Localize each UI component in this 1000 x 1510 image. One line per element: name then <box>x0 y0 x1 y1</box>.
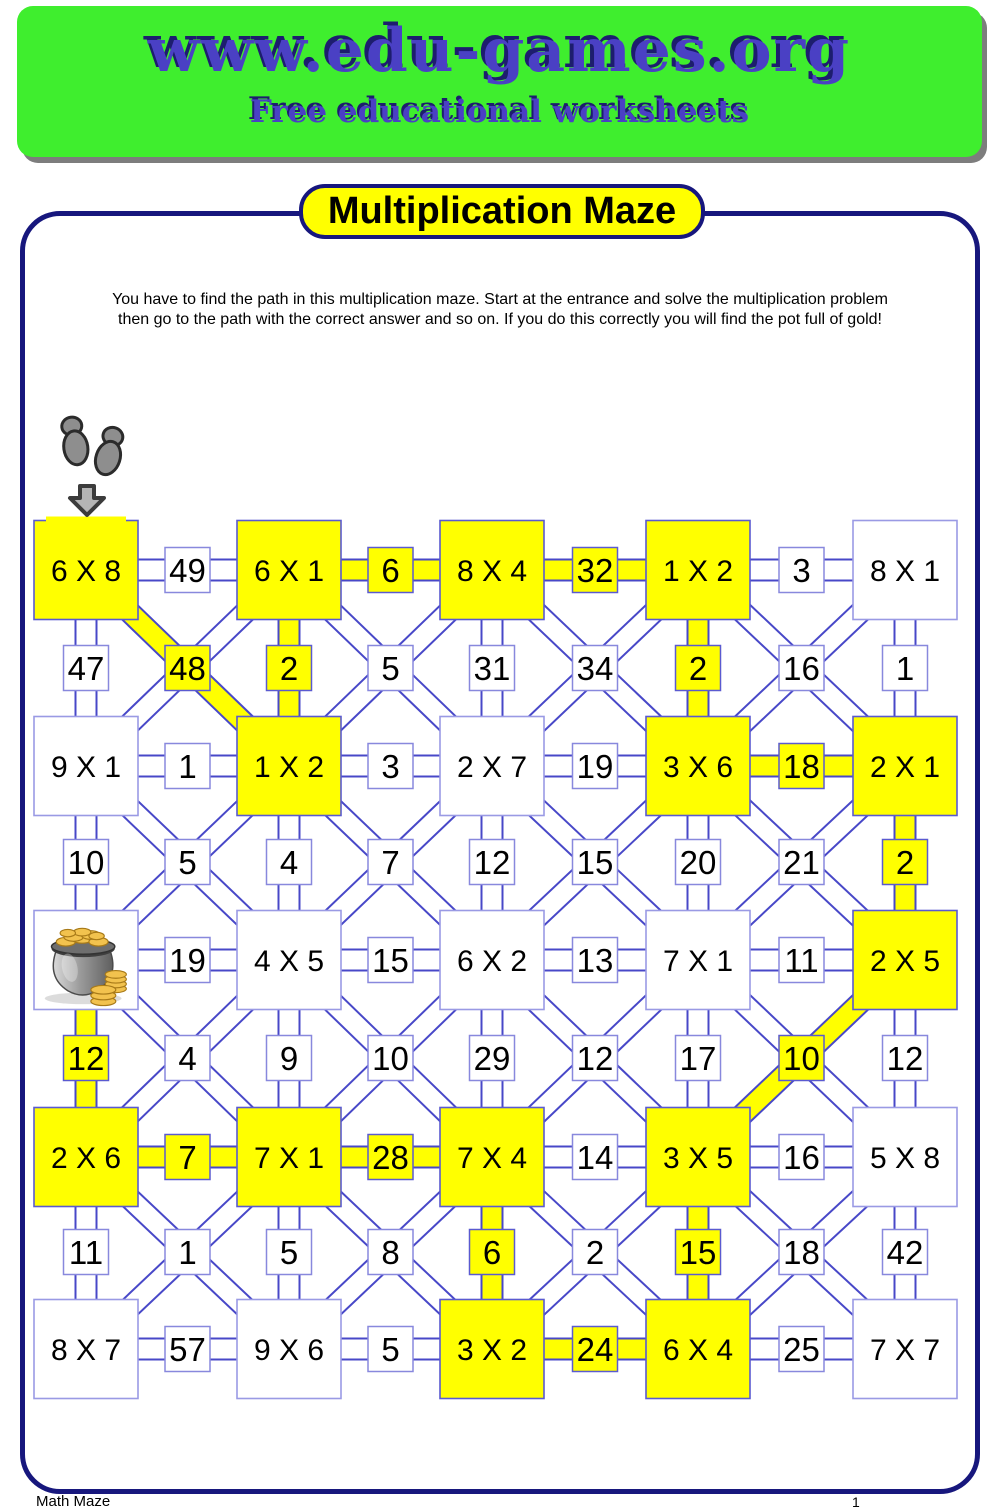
answer-label-r6c6: 12 <box>576 1040 614 1077</box>
footer-page-number: 1 <box>852 1494 860 1510</box>
answer-label-r9c2: 57 <box>169 1331 206 1368</box>
answer-label-r8c8: 18 <box>783 1234 820 1271</box>
answer-label-r2c9: 1 <box>895 650 915 687</box>
footprint-right-icon <box>91 425 129 478</box>
footprints-and-down-arrow-icon <box>52 414 134 518</box>
answer-label-r4c9: 2 <box>895 844 915 881</box>
answer-label-r6c1: 12 <box>67 1040 105 1077</box>
answer-label-r6c9: 12 <box>886 1040 924 1077</box>
answer-label-r2c2: 48 <box>169 650 206 687</box>
answer-label-r6c4: 10 <box>372 1040 409 1077</box>
problem-label-r5c7: 7 X 1 <box>662 945 734 978</box>
problem-label-r3c1: 9 X 1 <box>50 751 122 784</box>
problem-label-r7c7: 3 X 5 <box>662 1142 734 1175</box>
site-subtitle: Free educational worksheets <box>249 94 750 130</box>
answer-label-r2c7: 2 <box>688 650 708 687</box>
answer-label-r8c6: 2 <box>585 1234 605 1271</box>
problem-label-r1c3: 6 X 1 <box>253 555 325 588</box>
answer-label-r2c6: 34 <box>576 650 614 687</box>
answer-label-r8c4: 8 <box>381 1234 400 1271</box>
answer-label-r1c2: 49 <box>169 552 206 589</box>
answer-label-r4c1: 10 <box>67 844 105 881</box>
answer-label-r2c3: 2 <box>279 650 299 687</box>
answer-label-r7c4: 28 <box>372 1139 409 1176</box>
problem-label-r1c1: 6 X 8 <box>50 555 122 588</box>
answer-label-r4c8: 21 <box>783 844 820 881</box>
answer-label-r3c4: 3 <box>381 748 400 785</box>
answer-label-r7c6: 14 <box>576 1139 614 1176</box>
problem-label-r9c1: 8 X 7 <box>50 1334 122 1367</box>
problem-label-r9c3: 9 X 6 <box>253 1334 325 1367</box>
answer-label-r8c5: 6 <box>482 1234 502 1271</box>
problem-label-r5c9: 2 X 5 <box>869 945 941 978</box>
answer-label-r1c4: 6 <box>381 552 400 589</box>
problem-label-r7c3: 7 X 1 <box>253 1142 325 1175</box>
problem-label-r9c7: 6 X 4 <box>662 1334 734 1367</box>
answer-label-r4c3: 4 <box>279 844 299 881</box>
answer-label-r3c2: 1 <box>178 748 197 785</box>
problem-label-r3c3: 1 X 2 <box>253 751 325 784</box>
answer-label-r6c5: 29 <box>473 1040 511 1077</box>
down-arrow-icon <box>70 486 104 515</box>
page-title: Multiplication Maze <box>299 184 705 239</box>
answer-label-r9c8: 25 <box>783 1331 820 1368</box>
problem-label-r3c5: 2 X 7 <box>456 751 528 784</box>
answer-label-r8c1: 11 <box>68 1234 104 1271</box>
answer-label-r4c2: 5 <box>178 844 197 881</box>
answer-label-r4c7: 20 <box>679 844 717 881</box>
problem-label-r1c5: 8 X 4 <box>456 555 528 588</box>
answer-label-r1c8: 3 <box>792 552 811 589</box>
answer-label-r8c2: 1 <box>178 1234 197 1271</box>
answer-label-r2c1: 47 <box>67 650 105 687</box>
problem-label-r7c9: 5 X 8 <box>869 1142 941 1175</box>
answer-label-r5c8: 11 <box>784 942 819 979</box>
problem-label-r7c5: 7 X 4 <box>456 1142 528 1175</box>
answer-label-r8c9: 42 <box>886 1234 924 1271</box>
answer-label-r3c8: 18 <box>783 748 820 785</box>
problem-label-r5c3: 4 X 5 <box>253 945 325 978</box>
problem-label-r7c1: 2 X 6 <box>50 1142 122 1175</box>
answer-label-r4c5: 12 <box>473 844 511 881</box>
answer-label-r8c3: 5 <box>279 1234 299 1271</box>
answer-label-r4c6: 15 <box>576 844 614 881</box>
answer-label-r5c4: 15 <box>372 942 409 979</box>
problem-label-r1c7: 1 X 2 <box>662 555 734 588</box>
problem-label-r3c9: 2 X 1 <box>869 751 941 784</box>
answer-label-r7c8: 16 <box>783 1139 820 1176</box>
answer-label-r6c7: 17 <box>679 1040 717 1077</box>
answer-label-r1c6: 32 <box>576 552 614 589</box>
answer-label-r3c6: 19 <box>576 748 614 785</box>
problem-label-r3c7: 3 X 6 <box>662 751 734 784</box>
answer-label-r6c8: 10 <box>783 1040 820 1077</box>
answer-label-r2c4: 5 <box>381 650 400 687</box>
answer-label-r2c8: 16 <box>783 650 820 687</box>
answer-label-r4c4: 7 <box>381 844 400 881</box>
answer-label-r8c7: 15 <box>679 1234 717 1271</box>
footer-text: Math Maze <box>36 1493 111 1510</box>
site-title: www.edu-games.org <box>147 16 852 86</box>
pot-of-gold-icon <box>39 912 135 1008</box>
answer-label-r6c2: 4 <box>178 1040 197 1077</box>
instructions-line-2: then go to the path with the correct answer and so on. If you do this correctly you will find the pot full of gold! <box>118 311 882 328</box>
problem-label-r9c5: 3 X 2 <box>456 1334 528 1367</box>
answer-label-r9c6: 24 <box>576 1331 614 1368</box>
gold-coins-heap <box>56 928 108 946</box>
problem-label-r5c5: 6 X 2 <box>456 945 528 978</box>
answer-label-r9c4: 5 <box>381 1331 400 1368</box>
answer-label-r7c2: 7 <box>178 1139 197 1176</box>
answer-label-r6c3: 9 <box>279 1040 299 1077</box>
instructions-line-1: You have to find the path in this multiplication maze. Start at the entrance and solve the multiplication problem <box>112 291 888 308</box>
answer-label-r5c2: 19 <box>169 942 206 979</box>
footprint-left-icon <box>60 415 90 466</box>
problem-label-r9c9: 7 X 7 <box>869 1334 941 1367</box>
instructions <box>0 290 1000 330</box>
problem-label-r1c9: 8 X 1 <box>869 555 941 588</box>
answer-label-r2c5: 31 <box>473 650 511 687</box>
answer-label-r5c6: 13 <box>576 942 614 979</box>
